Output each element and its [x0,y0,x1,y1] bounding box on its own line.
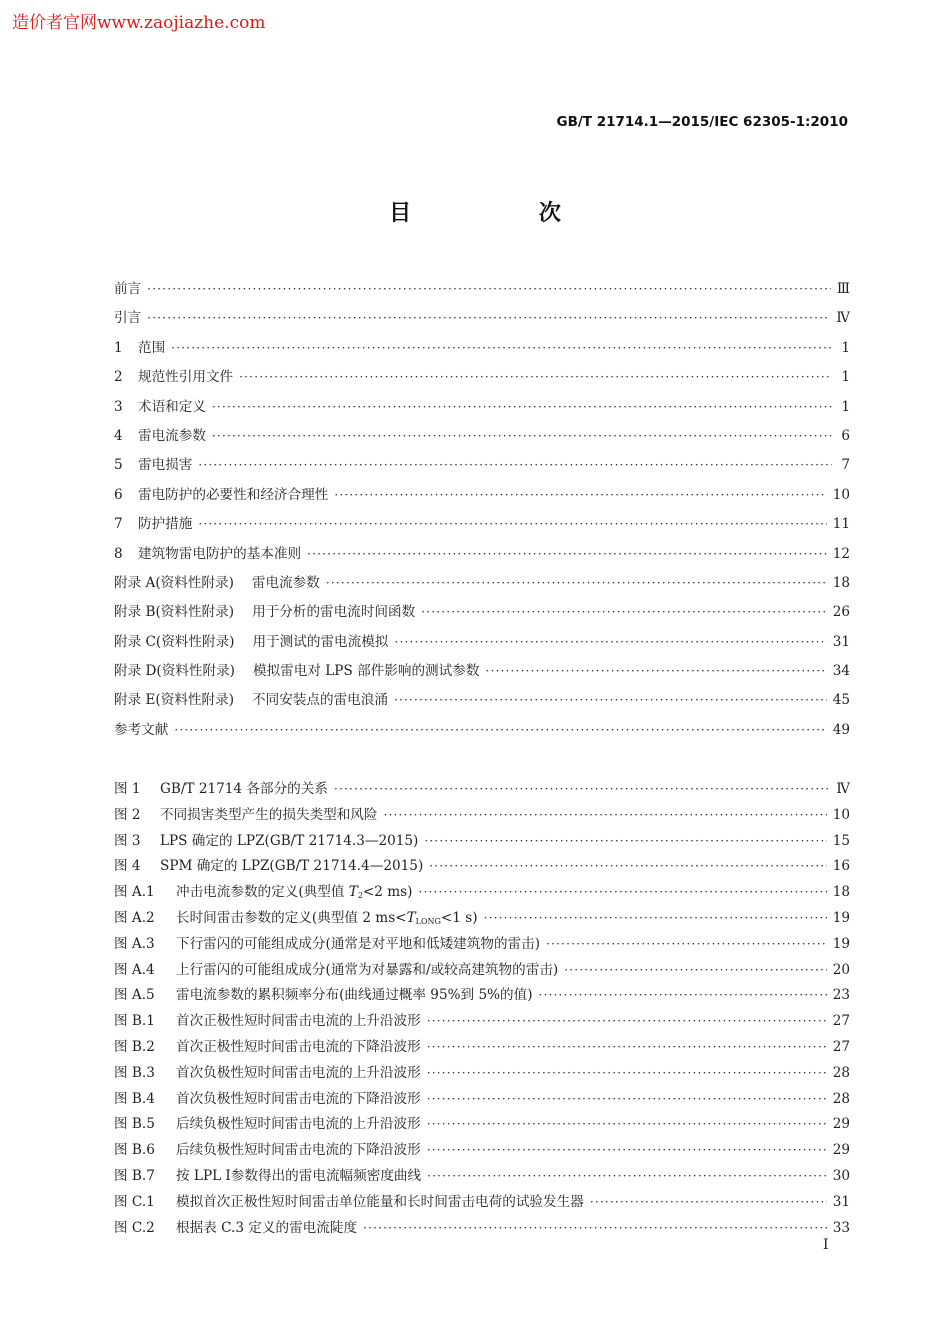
figure-entry[interactable] [114,854,850,880]
toc-entry-number: 5 [114,457,123,474]
dot-leader [539,983,827,999]
toc-entry-number: 附录 C(资料性附录) [114,633,235,650]
toc-entry-label: 引言 [114,310,142,327]
toc-entry-number: 附录 D(资料性附录) [114,663,235,680]
page-number: Ⅰ [823,1237,829,1253]
figure-number: 图 C.1 [114,1193,155,1210]
figure-entry[interactable] [114,932,850,958]
toc-entry-number: 附录 A(资料性附录) [114,574,234,591]
figure-number: 图 B.3 [114,1064,155,1081]
figure-number: 图 B.5 [114,1116,155,1133]
dot-leader [427,1035,827,1051]
figure-entry[interactable] [114,906,850,932]
toc-entry-number: 附录 E(资料性附录) [114,692,235,709]
figure-label-text: <1 s) [440,909,478,926]
figure-page: 20 [832,961,850,978]
figure-number: 图 2 [114,806,141,823]
toc-entry-page: 1 [841,398,850,415]
figure-entry[interactable] [114,1138,850,1164]
figure-number: 图 A.4 [114,961,155,978]
figure-label: SPM 确定的 LPZ(GB/T 21714.4—2015) [160,858,424,875]
figure-page: 10 [832,806,850,823]
figure-number: 图 B.1 [114,1013,155,1030]
figure-number: 图 A.3 [114,935,155,952]
figure-label: 首次负极性短时间雷击电流的下降沿波形 [176,1090,421,1107]
figure-page: Ⅳ [836,781,850,797]
toc-entry-number: 2 [114,369,123,386]
figure-label: 首次正极性短时间雷击电流的下降沿波形 [176,1038,421,1055]
figure-page: 27 [832,1038,850,1055]
figure-label: 下行雷闪的可能组成成分(通常是对平地和低矮建筑物的雷击) [176,935,541,952]
toc-entry-number: 4 [114,427,123,444]
figure-label [176,880,412,908]
dot-leader [174,718,826,734]
toc-entry-label: 雷电流参数 [138,427,206,444]
toc-entry-annex-a[interactable] [114,571,850,600]
dot-leader [546,932,827,948]
toc-entry-annex-e[interactable] [114,688,850,717]
dot-leader [427,1061,827,1077]
page-title: 目 次 [389,201,621,226]
dot-leader [212,424,832,440]
toc-entry-page: 31 [832,633,850,650]
toc-entry-1[interactable] [114,336,850,365]
toc-entry-annex-b[interactable] [114,600,850,629]
toc-entry-number: 7 [114,516,123,533]
toc-entry-label: 模拟雷电对 LPS 部件影响的测试参数 [252,663,480,680]
figure-entry[interactable] [114,1190,850,1216]
figure-page: 23 [832,987,850,1004]
figure-label: GB/T 21714 各部分的关系 [160,781,328,797]
figure-page: 29 [832,1116,850,1133]
toc-entry-2[interactable] [114,365,850,394]
figure-label: 上行雷闪的可能组成成分(通常为对暴露和/或较高建筑物的雷击) [176,961,559,978]
figure-entry[interactable] [114,1216,850,1242]
toc-entry-label: 防护措施 [138,516,193,533]
dot-leader [418,880,826,896]
dot-leader [564,958,826,974]
figure-entry[interactable] [114,1087,850,1113]
toc-entry-7[interactable] [114,512,850,541]
toc-entry-label: 参考文献 [114,721,169,738]
toc-entry-3[interactable] [114,395,850,424]
dot-leader [171,336,832,352]
toc-entry-8[interactable] [114,542,850,571]
dot-leader [394,630,826,646]
dot-leader [384,803,827,819]
figure-label-text: 长时间雷击参数的定义(典型值 2 ms< [176,909,407,926]
toc-entry-introduction[interactable] [114,306,850,335]
toc-entry-page: 49 [832,721,850,738]
toc-entry-annex-c[interactable] [114,630,850,659]
toc-entry-number: 1 [114,339,123,356]
toc-entry-label: 建筑物雷电防护的基本准则 [138,545,302,562]
figure-label-text: <2 ms) [362,884,413,901]
toc-entry-page: Ⅳ [836,310,850,327]
toc-entry-number: 3 [114,398,123,415]
toc-entry-page: 1 [841,339,850,356]
dot-leader [326,571,827,587]
dot-leader [427,1112,827,1128]
figure-entry[interactable] [114,829,850,855]
figure-number: 图 C.2 [114,1219,155,1236]
dot-leader [147,306,830,322]
figure-entry[interactable] [114,777,850,803]
figure-number: 图 B.6 [114,1142,155,1159]
toc-entry-5[interactable] [114,453,850,482]
dot-leader [429,854,826,870]
figure-entry[interactable] [114,1164,850,1190]
figure-number: 图 A.2 [114,909,155,926]
list-of-figures [114,777,850,1241]
toc-entry-page: 7 [841,457,850,474]
figure-label: 首次正极性短时间雷击电流的上升沿波形 [176,1013,421,1030]
figure-entry[interactable] [114,1035,850,1061]
toc-entry-page: 18 [832,574,850,591]
figure-label: 雷电流参数的累积频率分布(曲线通过概率 95%到 5%的值) [176,987,533,1004]
figure-page: 33 [832,1219,850,1236]
figure-number: 图 B.7 [114,1167,155,1184]
figure-page: 19 [832,909,850,926]
figure-number: 图 A.1 [114,884,155,901]
toc-entry-page: 11 [832,516,850,533]
figure-page: 30 [832,1167,850,1184]
figure-number: 图 A.5 [114,987,155,1004]
dot-leader [198,512,826,528]
figure-entry[interactable] [114,880,850,906]
dot-leader [485,659,826,675]
toc-entry-foreword[interactable] [114,277,850,306]
toc-entry-label: 雷电防护的必要性和经济合理性 [138,486,329,503]
figure-number: 图 4 [114,858,141,875]
dot-leader [394,688,827,704]
toc-entry-label: 前言 [114,281,142,297]
figure-label: 首次负极性短时间雷击电流的上升沿波形 [176,1064,421,1081]
toc-entry-page: 26 [832,604,850,621]
figure-label-text: 冲击电流参数的定义(典型值 [176,884,349,901]
dot-leader [307,542,827,558]
dot-leader [427,1009,827,1025]
toc-entry-label: 范围 [138,339,166,356]
toc-entry-number: 6 [114,486,123,503]
figure-label: 后续负极性短时间雷击电流的上升沿波形 [176,1116,421,1133]
toc-entry-label: 雷电损害 [138,457,193,474]
toc-entry-page: 10 [832,486,850,503]
toc-entry-page: 45 [832,692,850,709]
figure-entry[interactable] [114,1112,850,1138]
toc-entry-label: 术语和定义 [138,398,206,415]
dot-leader [421,600,826,616]
variable-subscript: 2 [357,891,363,901]
toc-entry-number: 附录 B(资料性附录) [114,604,235,621]
figure-page: 19 [832,935,850,952]
figure-label: 按 LPL Ⅰ参数得出的雷电流幅频密度曲线 [176,1167,422,1184]
figure-page: 15 [832,832,850,849]
dot-leader [427,1138,827,1154]
figure-page: 16 [832,858,850,875]
toc-entry-page: Ⅲ [836,281,850,297]
toc-entry-page: 12 [832,545,850,562]
figure-number: 图 1 [114,781,141,797]
toc-entry-page: 34 [832,663,850,680]
dot-leader [363,1216,827,1232]
dot-leader [427,1087,827,1103]
toc-entry-label: 不同安装点的雷电浪涌 [252,692,388,709]
toc-entry-4[interactable] [114,424,850,453]
figure-number: 图 B.2 [114,1038,155,1055]
figure-label: 模拟首次正极性短时间雷击单位能量和长时间雷击电荷的试验发生器 [176,1193,584,1210]
toc-entry-page: 1 [841,369,850,386]
figure-page: 28 [832,1090,850,1107]
variable-symbol: T [406,909,416,926]
figure-page: 31 [832,1193,850,1210]
figure-page: 18 [832,884,850,901]
dot-leader [198,453,832,469]
figure-label [176,906,478,934]
dot-leader [427,1164,827,1180]
figure-label: 不同损害类型产生的损失类型和风险 [160,806,378,823]
figure-page: 28 [832,1064,850,1081]
table-of-contents [114,277,850,747]
variable-subscript: LONG [415,916,441,926]
figure-entry[interactable] [114,803,850,829]
figure-page: 27 [832,1013,850,1030]
figure-entry[interactable] [114,958,850,984]
toc-entry-label: 用于测试的雷电流模拟 [252,633,389,650]
dot-leader [239,365,832,381]
dot-leader [212,395,832,411]
figure-entry[interactable] [114,1061,850,1087]
variable-symbol: T [348,884,358,901]
figure-label: 后续负极性短时间雷击电流的下降沿波形 [176,1142,421,1159]
figure-page: 29 [832,1142,850,1159]
dot-leader [424,829,826,845]
figure-label: LPS 确定的 LPZ(GB/T 21714.3—2015) [160,832,419,849]
figure-entry[interactable] [114,1009,850,1035]
toc-entry-label: 规范性引用文件 [138,369,234,386]
dot-leader [484,906,827,922]
toc-entry-label: 雷电流参数 [251,574,320,591]
dot-leader [147,277,831,293]
dot-leader [334,777,830,793]
watermark: 造价者官网www.zaojiazhe.com [12,13,266,33]
toc-entry-annex-d[interactable] [114,659,850,688]
toc-entry-6[interactable] [114,483,850,512]
toc-entry-label: 用于分析的雷电流时间函数 [252,604,416,621]
figure-number: 图 3 [114,832,141,849]
standard-code: GB/T 21714.1—2015/IEC 62305-1:2010 [556,114,848,130]
figure-entry[interactable] [114,983,850,1009]
dot-leader [334,483,826,499]
figure-number: 图 B.4 [114,1090,155,1107]
toc-entry-bibliography[interactable] [114,718,850,747]
dot-leader [590,1190,827,1206]
toc-entry-page: 6 [841,427,850,444]
figure-label: 根据表 C.3 定义的雷电流陡度 [176,1219,358,1236]
toc-entry-number: 8 [114,545,123,562]
